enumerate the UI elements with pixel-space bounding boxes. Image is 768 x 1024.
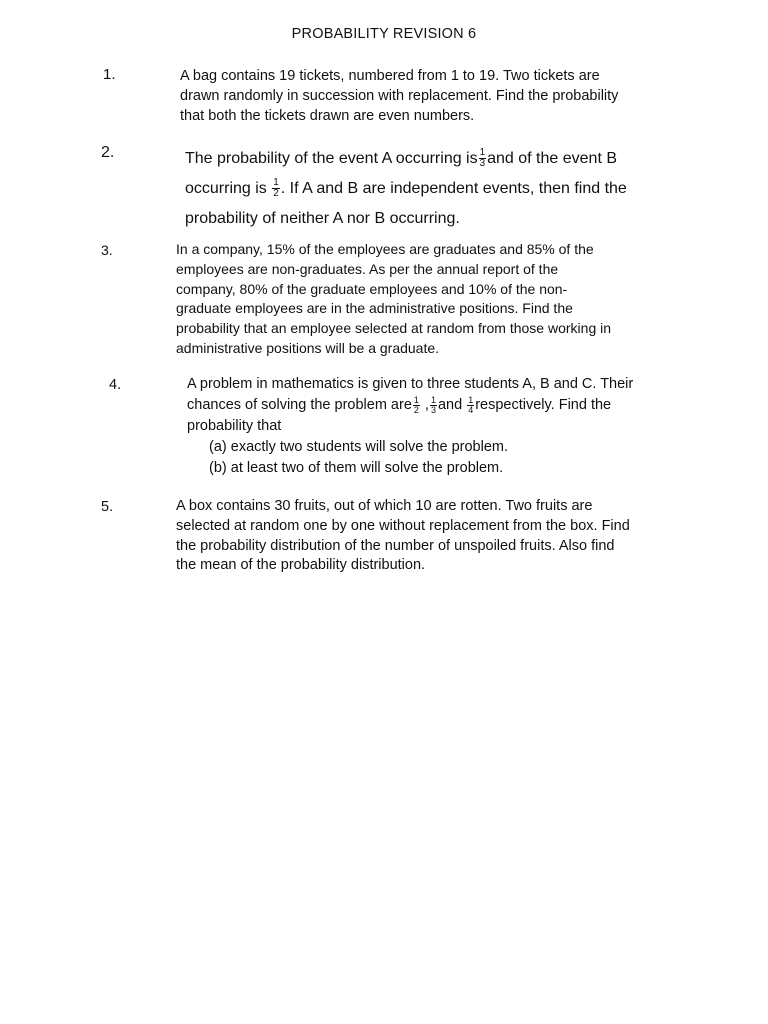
fraction-numerator: 1 [468, 394, 474, 405]
question-line [185, 174, 627, 204]
text-segment: The probability of the event A occurring is [185, 150, 478, 167]
text-segment: and of the event B [487, 150, 617, 167]
fraction [430, 396, 437, 415]
question-part-a: (a) exactly two students will solve the problem. [209, 439, 508, 455]
question-number: 4. [109, 377, 122, 393]
question-line: that both the tickets drawn are even numbers. [180, 108, 475, 124]
fraction-denominator: 4 [468, 404, 474, 415]
question-line: the mean of the probability distribution. [176, 557, 426, 574]
fraction-denominator: 3 [430, 404, 436, 415]
question-line: employees are non-graduates. As per the annual report of the [176, 260, 559, 277]
question-line: the probability distribution of the number of unspoiled fruits. Also find [176, 537, 615, 554]
question-line: probability that [187, 418, 282, 434]
question-line: drawn randomly in succession with replacement. Find the probability [180, 88, 619, 104]
question-line: In a company, 15% of the employees are graduates and 85% of the [176, 241, 594, 257]
question-part-b: (b) at least two of them will solve the problem. [209, 460, 504, 476]
text-segment: , [424, 397, 429, 413]
text-segment: respectively. Find the [475, 397, 612, 413]
question-line: probability that an employee selected at random from those working in [176, 320, 612, 337]
fraction [479, 148, 487, 169]
question-line: administrative positions will be a graduate. [176, 339, 440, 356]
text-segment: and [437, 397, 463, 413]
question-text [180, 66, 618, 126]
question-text [176, 497, 630, 576]
text-segment: occurring is [185, 180, 267, 197]
question-line: probability of neither A nor B occurring. [185, 210, 460, 227]
fraction [413, 396, 420, 415]
fraction-denominator: 2 [413, 404, 419, 415]
fraction-denominator: 3 [479, 158, 486, 170]
question-number: 3. [101, 242, 113, 258]
question-line: A problem in mathematics is given to three students A, B and C. Their [187, 376, 634, 392]
fraction-denominator: 2 [273, 188, 279, 200]
question-line: graduate employees are in the administrative positions. Find the [176, 300, 573, 317]
text-segment: . If A and B are independent events, then find the [280, 180, 627, 197]
question-line [185, 144, 627, 174]
fraction-numerator: 1 [273, 177, 279, 189]
question-number: 2. [101, 144, 115, 161]
fraction-numerator: 1 [413, 394, 419, 405]
question-number: 5. [101, 499, 114, 515]
question-line: company, 80% of the graduate employees and 10% of the non- [176, 280, 568, 297]
question-line [187, 395, 633, 416]
question-text [185, 144, 627, 234]
text-segment: chances of solving the problem are [187, 397, 412, 413]
question-line: A box contains 30 fruits, out of which 10 are rotten. Two fruits are [176, 498, 593, 514]
fraction [467, 396, 474, 415]
question-line: A bag contains 19 tickets, numbered from 1 to 19. Two tickets are [180, 68, 600, 84]
question-text [187, 374, 633, 479]
question-text [176, 240, 611, 359]
fraction-numerator: 1 [479, 147, 486, 159]
fraction [272, 178, 280, 199]
page-title: PROBABILITY REVISION 6 [291, 26, 477, 42]
question-line: selected at random one by one without replacement from the box. Find [176, 517, 630, 534]
question-number: 1. [103, 66, 116, 83]
fraction-numerator: 1 [430, 394, 436, 405]
